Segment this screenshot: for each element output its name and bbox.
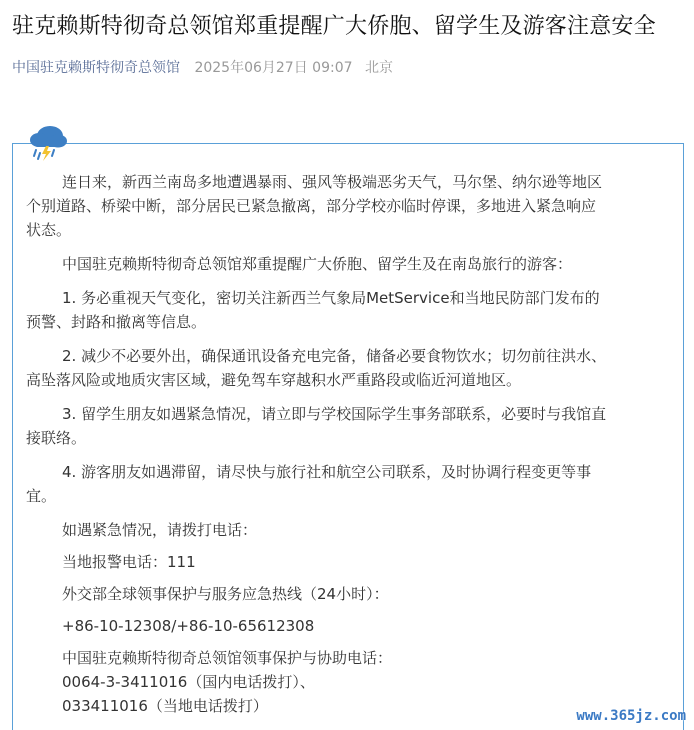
text-line: 4. 游客朋友如遇滞留，请尽快与旅行社和航空公司联系，及时协调行程变更等事	[62, 463, 592, 481]
list-item	[26, 344, 672, 392]
police-phone: 当地报警电话：111	[62, 553, 196, 571]
article-body	[26, 170, 672, 718]
hotline-label: 外交部全球领事保护与服务应急热线（24小时）：	[62, 585, 389, 603]
text-line: 连日来，新西兰南岛多地遭遇暴雨、强风等极端恶劣天气，马尔堡、纳尔逊等地区	[62, 173, 603, 191]
hotline-number: +86-10-12308/+86-10-65612308	[62, 617, 315, 635]
account-link[interactable]: 中国驻克赖斯特彻奇总领馆	[12, 60, 180, 76]
text-line: 高坠落风险或地质灾害区域，避免驾车穿越积水严重路段或临近河道地区。	[26, 371, 522, 389]
emergency-heading: 如遇紧急情况，请拨打电话：	[62, 521, 258, 539]
paragraph-reminder: 中国驻克赖斯特彻奇总领馆郑重提醒广大侨胞、留学生及在南岛旅行的游客：	[62, 255, 573, 273]
list-item	[26, 460, 672, 508]
list-item	[26, 286, 672, 334]
text-line: 3. 留学生朋友如遇紧急情况，请立即与学校国际学生事务部联系，必要时与我馆直	[62, 405, 607, 423]
paragraph-intro	[26, 170, 672, 242]
list-item	[26, 402, 672, 450]
consulate-phone-domestic: 0064-3-3411016（国内电话拨打）、	[62, 673, 315, 691]
text-line: 个别道路、桥梁中断，部分居民已紧急撤离，部分学校亦临时停课，多地进入紧急响应	[26, 197, 597, 215]
publish-location: 北京	[364, 60, 393, 76]
text-line: 预警、封路和撤离等信息。	[26, 313, 207, 331]
article-title: 驻克赖斯特彻奇总领馆郑重提醒广大侨胞、留学生及游客注意安全	[12, 14, 656, 39]
text-line: 接联络。	[26, 429, 87, 447]
article-meta	[12, 58, 393, 78]
text-line: 2. 减少不必要外出，确保通讯设备充电完备，储备必要食物饮水；切勿前往洪水、	[62, 347, 607, 365]
text-line: 状态。	[26, 221, 72, 239]
site-watermark: www.365jz.com	[576, 708, 686, 724]
storm-cloud-icon	[26, 120, 70, 164]
consulate-phone-label: 中国驻克赖斯特彻奇总领馆领事保护与协助电话：	[62, 649, 393, 667]
consulate-phone-local: 033411016（当地电话拨打）	[62, 697, 268, 715]
publish-date: 2025年06月27日 09:07	[194, 60, 353, 76]
text-line: 宜。	[26, 487, 57, 505]
text-line: 1. 务必重视天气变化，密切关注新西兰气象局MetService和当地民防部门发布的	[62, 289, 600, 307]
